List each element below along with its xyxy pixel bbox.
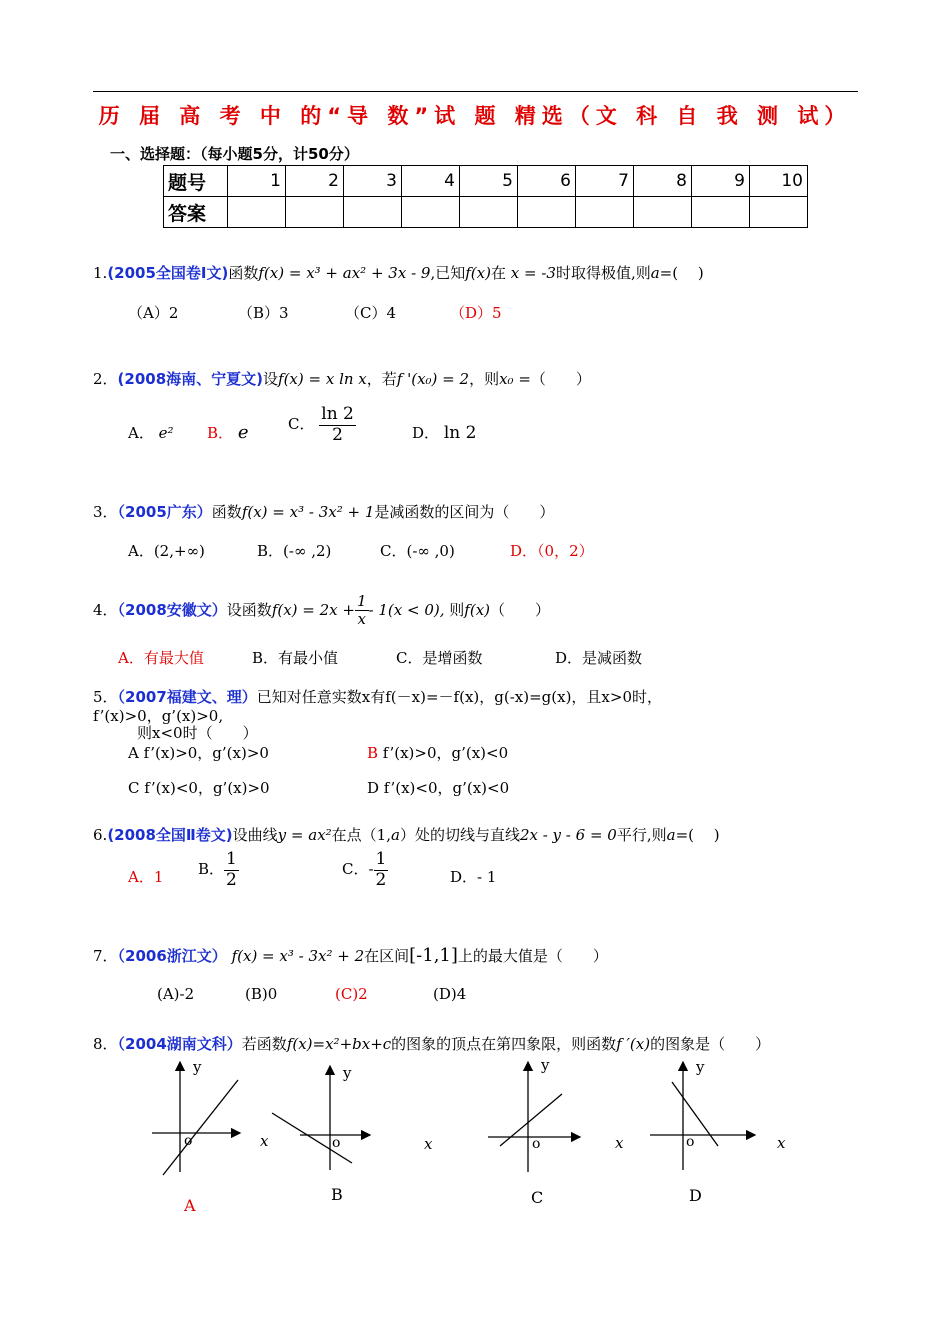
axis-label-y: y <box>696 1058 705 1076</box>
question-4: 4．（2008安徽文）设函数f(x) = 2x + $\frac{1}{x}$ - 1(x < 0), 则f(x)（ ） <box>93 592 551 629</box>
option-d[interactable]: D．是减函数 <box>555 649 643 667</box>
option-c[interactable]: C f’(x)<0，g’(x)>0 <box>128 779 270 797</box>
table-cell: 8 <box>634 166 692 197</box>
table-cell: 10 <box>750 166 808 197</box>
math-expression: f(x) = x³ + ax² + 3x - 9 <box>258 264 431 282</box>
option-a[interactable]: A．有最大值 <box>118 649 204 667</box>
option-c[interactable]: （C）4 <box>345 304 397 322</box>
option-c[interactable]: C． $\frac{\ln 2}{2}$ <box>288 404 354 445</box>
question-3: 3．（2005广东）函数f(x) = x³ - 3x² + 1是减函数的区间为（ ） <box>93 503 555 521</box>
question-8: 8．（2004湖南文科）若函数f(x)=x²+bx+c的图象的顶点在第四象限，则函数f ′(x)的图象是（ ） <box>93 1035 771 1053</box>
page-title: 历 届 高 考 中 的“导 数”试 题 精选（文 科 自 我 测 试） <box>98 104 852 128</box>
option-a[interactable]: (A)-2 <box>157 985 195 1003</box>
option-d[interactable]: D． ln 2 <box>412 423 477 443</box>
option-b[interactable]: （B）3 <box>238 304 289 322</box>
origin-label: o <box>332 1135 341 1151</box>
option-a[interactable]: A． e² <box>128 424 174 442</box>
question-5-line-2: f’(x)>0，g’(x)>0, <box>93 707 224 725</box>
table-cell: 1 <box>228 166 286 197</box>
axis-label-y: y <box>193 1058 202 1076</box>
option-a[interactable]: A f’(x)>0，g’(x)>0 <box>128 744 269 762</box>
option-b[interactable]: B． e <box>207 422 249 443</box>
axis-label-x: x <box>260 1132 269 1150</box>
axis-label-x: x <box>615 1134 624 1152</box>
table-cell: 9 <box>692 166 750 197</box>
math-expression: f(x) = x ln x <box>278 370 367 388</box>
option-d[interactable]: D．- 1 <box>450 868 497 886</box>
question-source: （2006浙江文） <box>117 947 227 965</box>
question-5-line-3: 则x<0时（ ） <box>137 724 258 742</box>
option-b[interactable]: B．(-∞ ,2) <box>257 542 332 560</box>
origin-label: o <box>532 1136 541 1152</box>
graph-label-b[interactable]: B <box>331 1185 343 1204</box>
section-heading: 一、选择题：（每小题5分，计50分） <box>110 145 359 163</box>
origin-label: o <box>686 1134 695 1150</box>
table-cell: 3 <box>344 166 402 197</box>
option-c[interactable]: C．- $\frac{1}{2}$ <box>342 849 387 890</box>
axis-label-y: y <box>541 1056 550 1074</box>
math-expression: f(x)=x²+bx+c <box>286 1035 392 1053</box>
option-a[interactable]: A．(2,+∞) <box>128 542 205 560</box>
math-expression: f(x) = 2x + <box>271 600 355 619</box>
question-source: (2005全国卷Ⅰ文) <box>107 264 229 282</box>
option-b-text: f’(x)>0，g’(x)<0 <box>378 744 509 762</box>
graph-b[interactable] <box>272 1066 370 1170</box>
math-expression: y = ax² <box>277 826 332 844</box>
question-5: 5．（2007福建文、理）已知对任意实数x有f(－x)=－f(x)，g(-x)=g(x)，且x>0时， <box>93 688 662 706</box>
graph-label-a[interactable]: A <box>184 1196 196 1215</box>
question-6: 6.(2008全国Ⅱ卷文)设曲线y = ax²在点（1,a）处的切线与直线2x - y - 6 = 0平行,则a=( ) <box>93 826 720 844</box>
option-b[interactable]: B． $\frac{1}{2}$ <box>198 849 237 890</box>
graph-d[interactable] <box>650 1062 755 1170</box>
axis-label-x: x <box>777 1134 786 1152</box>
graph-line <box>672 1082 718 1146</box>
question-source: （2008安徽文） <box>117 600 227 619</box>
axis-label-y: y <box>343 1064 352 1082</box>
option-b[interactable]: (B)0 <box>245 985 278 1003</box>
origin-label: o <box>184 1133 193 1149</box>
math-expression: f(x) = x³ - 3x² + 2 <box>231 947 365 965</box>
math-expression: f(x) = x³ - 3x² + 1 <box>241 503 375 521</box>
graph-line <box>500 1094 562 1146</box>
option-d[interactable]: D．（0，2） <box>510 542 594 560</box>
option-c[interactable]: (C)2 <box>335 985 368 1003</box>
graph-a[interactable] <box>152 1062 240 1175</box>
option-d[interactable]: D f’(x)<0，g’(x)<0 <box>367 779 510 797</box>
question-2: 2．(2008海南、宁夏文)设f(x) = x ln x，若f '(x₀) = 2，则x₀ =（ ） <box>93 370 591 388</box>
graph-c[interactable] <box>488 1062 580 1172</box>
question-source: (2008全国Ⅱ卷文) <box>107 826 233 844</box>
option-a[interactable]: A．1 <box>128 868 164 886</box>
table-cell: 5 <box>460 166 518 197</box>
question-7: 7．（2006浙江文） f(x) = x³ - 3x² + 2在区间[-1,1]上的最大值是（ ） <box>93 945 608 966</box>
graph-label-d[interactable]: D <box>689 1186 702 1205</box>
option-c[interactable]: C．是增函数 <box>396 649 483 667</box>
option-b[interactable]: B f’(x)>0，g’(x)<0 <box>367 744 509 762</box>
table-cell: 7 <box>576 166 634 197</box>
table-header-number: 题号 <box>164 166 228 197</box>
table-cell: 2 <box>286 166 344 197</box>
table-cell: 4 <box>402 166 460 197</box>
graph-label-c[interactable]: C <box>531 1188 544 1207</box>
question-1: 1.(2005全国卷Ⅰ文)函数f(x) = x³ + ax² + 3x - 9,已知f(x)在 x = -3时取得极值,则a=( ) <box>93 264 704 282</box>
question-source: （2005广东） <box>117 503 212 521</box>
question-source: （2007福建文、理） <box>117 688 257 706</box>
question-source: （2004湖南文科） <box>117 1035 242 1053</box>
option-d[interactable]: (D)4 <box>433 985 467 1003</box>
option-a[interactable]: （A）2 <box>128 304 179 322</box>
option-d[interactable]: （D）5 <box>450 304 502 322</box>
option-c[interactable]: C．(-∞ ,0) <box>380 542 455 560</box>
graph-line <box>163 1080 238 1175</box>
option-b[interactable]: B．有最小值 <box>252 649 339 667</box>
axis-label-x: x <box>424 1135 433 1153</box>
table-header-answer: 答案 <box>164 197 228 228</box>
table-cell: 6 <box>518 166 576 197</box>
question-source: (2008海南、宁夏文) <box>117 370 264 388</box>
